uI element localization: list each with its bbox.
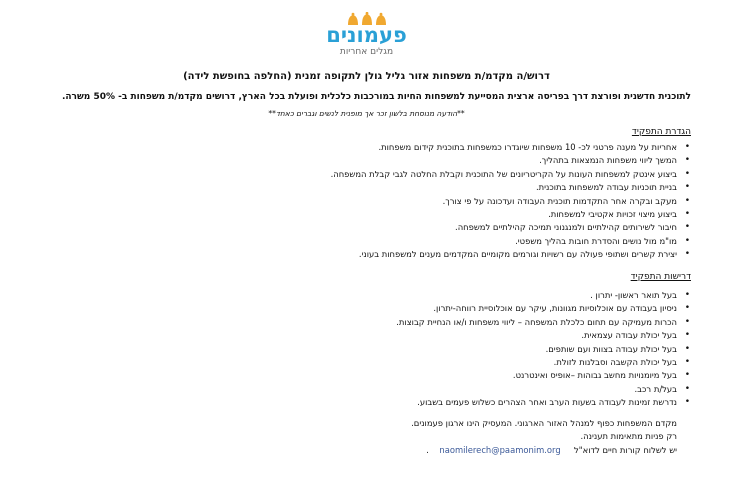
list-item: • בעל תואר ראשון- יתרון .: [396, 289, 677, 302]
contact-period: .: [426, 444, 429, 455]
page-title: דרוש/ה מקדמ/ת משפחות אזור גליל גולן לתקופה זמנית (החלפה בחופשת לידה): [183, 71, 550, 82]
list-item: • בעל יכולת הקשבה וסבלנות לזולת.: [396, 356, 677, 369]
list-item: • בעל יכולת עבודה בצוות ועם שותפים.: [396, 343, 677, 356]
requirements-heading: דרישות התפקיד: [630, 272, 691, 282]
requirements-list: [396, 289, 691, 410]
list-item: • הכרות מעמיקה עם תחום כלכלת המשפחה – ליווי משפחות ו/או הנחיית קבוצות.: [396, 316, 677, 329]
list-item: • בניית תוכניות עבודה למשפחות בתוכנית.: [331, 181, 677, 194]
gender-note: **הודעה מנוסחת בלשון זכר אך מופנית לנשים וגברים כאחד**: [268, 109, 465, 118]
list-item: • אחריות על מענה פרטני לכ- 10 משפחות שיוגדרו כמשפחות בתוכנית קידום משפחות.: [331, 141, 677, 154]
list-item: • ביצוע מיצוי זכויות אקטיבי למשפחות.: [331, 208, 677, 221]
list-item: • בעל מיומנויות מחשב גבוהות –אופיס ואינטרנט.: [396, 369, 677, 382]
closing-block: [411, 417, 677, 457]
closing-line-suitable: רק פניות מתאימות תענינה.: [580, 431, 677, 442]
email-link[interactable]: naomilerech@paamonim.org: [439, 444, 561, 455]
contact-label: יש לשלוח קורות חיים לדוא"ל: [574, 444, 677, 455]
intro-paragraph: לתוכנית חדשנית ופורצת דרך בפריסה ארצית המסייעת למשפחות החיות במורכבות כלכלית ופועלת בכל הארץ, דרושים מקדמ/ת משפחות ב- 50% משרה.: [61, 92, 691, 102]
definition-heading: הגדרת התפקיד: [631, 127, 691, 137]
list-item: • המשך ליווי משפחות הנמצאות בתהליך.: [331, 154, 677, 167]
list-item: • יצירת קשרים ושתופי פעולה עם רשויות וגורמים מקומיים המקדמים מענים למשפחות בעוני.: [331, 248, 677, 261]
list-item: • מו"מ מול נושים והסדרת חובות בהליך משפטי.: [331, 235, 677, 248]
closing-line-contact: [411, 444, 677, 457]
logo-name: פעמונים: [326, 23, 407, 47]
list-item: • נדרשת זמינות לעבודה בשעות הערב ואחר הצהרים כשלוש פעמים בשבוע.: [396, 396, 677, 409]
list-item: • מעקב ובקרה אחר התקדמות תוכנית העבודה ועדכונה על פי צורך.: [331, 195, 677, 208]
closing-line-supervision: מקדם המשפחות כפוף למנהל האזור הארגוני. המעסיק הינו ארגון פעמונים.: [411, 418, 677, 428]
list-item: • ניסיון בעבודה עם אוכלוסיות מגוונות, עיקר עם אוכלוסיית רווחה-יתרון.: [396, 302, 677, 315]
logo-tagline: מגלים אחריות: [339, 47, 394, 57]
list-item: • ביצוע אינטק למשפחות העונות על הקריטריונים של התוכנית וקבלת החלטה לגבי קבלת המשפחה.: [331, 168, 677, 181]
list-item: • חיבור לשירותים קהילתיים ולמנגנוני תמיכה קהילתיים למשפחה.: [331, 221, 677, 234]
list-item: • בעל/ת רכב.: [396, 383, 677, 396]
definition-list: [331, 141, 691, 262]
paamonim-logo: [0, 12, 733, 58]
list-item: • בעל יכולת עבודה עצמאית.: [396, 329, 677, 342]
